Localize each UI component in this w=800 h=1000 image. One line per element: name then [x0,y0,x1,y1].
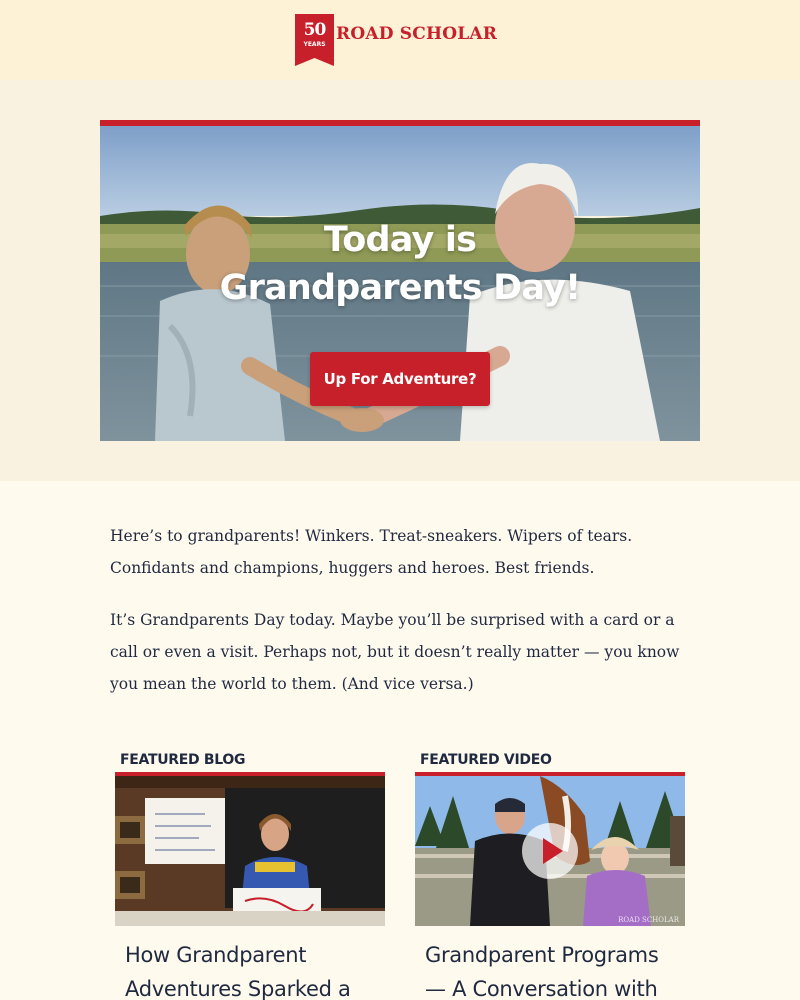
featured-video-title[interactable]: Grandparent Programs — A Conversation with [425,943,659,1000]
play-icon[interactable] [521,822,579,880]
hero-title-line1: Today is [323,220,477,260]
featured-blog-label: FEATURED BLOG [120,752,246,768]
featured-video-label: FEATURED VIDEO [420,752,552,768]
featured-blog-card[interactable] [115,750,385,1000]
hero-title-line2: Grandparents Day! [219,268,581,308]
50-years-badge [295,14,334,66]
up-for-adventure-button[interactable]: Up For Adventure? [310,352,490,406]
featured-video-card[interactable] [415,750,685,1000]
brand-name: ROAD SCHOLAR [336,24,498,44]
intro-paragraph-1: Here’s to grandparents! Winkers. Treat-sneakers. Wipers of tears. Confidants and champions, huggers and heroes. Best friends. [110,527,633,577]
road-scholar-logo[interactable] [295,14,497,66]
featured-blog-title[interactable]: How Grandparent Adventures Sparked a [125,943,351,1000]
hero-title [100,216,700,312]
badge-number: 50 [303,20,326,40]
girl-holding-drawing-photo[interactable] [115,776,385,926]
hero-banner[interactable] [100,120,700,441]
video-watermark: ROAD SCHOLAR [618,916,679,924]
intro-paragraph-2: It’s Grandparents Day today. Maybe you’ll be surprised with a card or a call or even a visit. Perhaps not, but it doesn’t really matter — you know you mean the world to them. (And vice versa.) [110,611,680,693]
badge-label: YEARS [303,41,326,48]
featured-video-thumbnail[interactable] [415,776,685,926]
email-header [0,0,800,80]
